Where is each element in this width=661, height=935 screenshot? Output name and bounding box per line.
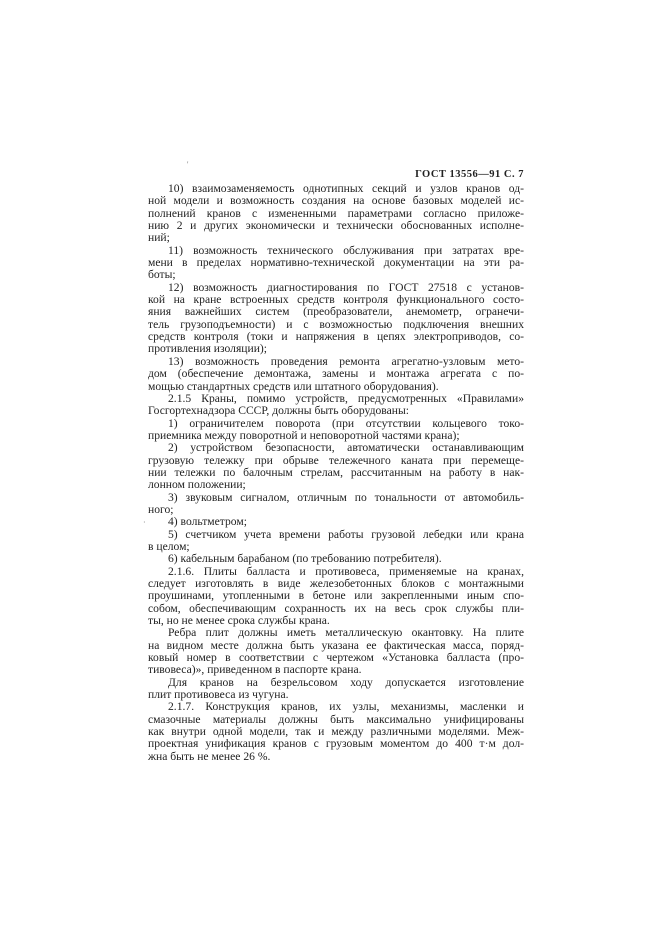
text-line: грузовую тележку при обрыве тележечного каната при перемеще- <box>148 453 524 467</box>
paragraph <box>148 245 524 282</box>
text-line: 12) возможность диагностирования по ГОСТ 27518 с установ- <box>168 280 524 294</box>
text-line: боты; <box>148 268 176 282</box>
paragraph <box>148 553 524 565</box>
text-line: 3) звуковым сигналом, отличным по тональности от автомобиль- <box>168 490 524 504</box>
text-line: ной модели и возможность создания на основе базовых моделей ис- <box>148 194 524 208</box>
text-line: 4) вольтметром; <box>168 515 247 529</box>
text-line: 11) возможность технического обслуживания при затратах вре- <box>168 243 524 257</box>
text-line: следует изготовлять в виде железобетонных блоков с монтажными <box>148 577 524 590</box>
text-line: лонном положении; <box>148 478 246 492</box>
text-line: собом, обеспечивающим сохранность их на весь срок службы пли- <box>148 601 524 615</box>
text-line: 2.1.7. Конструкция кранов, их узлы, механизмы, масленки и <box>168 700 524 714</box>
text-line: проектная унификация кранов с грузовым моментом до 400 т·м дол- <box>148 737 524 751</box>
paragraph <box>148 566 524 628</box>
paragraph <box>148 492 524 517</box>
paragraph <box>148 529 524 554</box>
text-line: 2) устройством безопасности, автоматически останавливающим <box>168 441 524 455</box>
paragraph <box>148 418 524 443</box>
text-line: кой на кране встроенных средств контроля функционального состо- <box>148 293 524 307</box>
text-line: 10) взаимозаменяемость однотипных секций и узлов кранов од- <box>168 182 524 195</box>
text-line: средств контроля (токи и напряжения в цепях электроприводов, со- <box>148 330 524 344</box>
text-line: ний; <box>148 231 170 245</box>
text-line: жна быть не менее 26 %. <box>148 749 271 763</box>
text-line: приемника между поворотной и неповоротной частями крана); <box>148 428 460 442</box>
text-line: плит противовеса из чугуна. <box>148 688 289 702</box>
text-line: на видном месте должна быть указана ее фактическая масса, поряд- <box>148 638 524 652</box>
text-line: дом (обеспечение демонтажа, замены и монтажа агрегата с по- <box>148 367 524 381</box>
text-line: Ребра плит должны иметь металлическую окантовку. На плите <box>168 626 524 640</box>
paragraph <box>148 677 524 702</box>
text-line: полнений кранов с измененными параметрами согласно приложе- <box>148 206 524 220</box>
text-line: ты, но не менее срока службы крана. <box>148 614 330 628</box>
paragraph <box>148 627 524 676</box>
page-header: ГОСТ 13556—91 С. 7 <box>415 169 524 180</box>
text-line: ковый номер в соответствии с чертежом «Установка балласта (про- <box>148 651 524 665</box>
scan-speck: ' <box>187 160 189 169</box>
paragraph <box>148 282 524 356</box>
paragraph <box>148 442 524 491</box>
text-line: 6) кабельным барабаном (по требованию потребителя). <box>168 552 442 566</box>
text-line: 13) возможность проведения ремонта агрегатно-узловым мето- <box>168 354 524 368</box>
text-line: 2.1.5 Краны, помимо устройств, предусмотренных «Правилами» <box>168 391 524 405</box>
text-line: как внутри одной модели, так и между различными моделями. Меж- <box>148 725 524 739</box>
text-line: 5) счетчиком учета времени работы грузовой лебедки или крана <box>168 527 524 541</box>
text-line: яния важнейших систем (преобразователи, анемометр, огранечи- <box>148 305 524 319</box>
paragraph <box>148 393 524 418</box>
text-line: мени в пределах нормативно-технической документации на эти ра- <box>148 256 524 270</box>
paragraph <box>148 701 524 763</box>
text-line: 2.1.6. Плиты балласта и противовеса, применяемые на кранах, <box>168 564 524 578</box>
text-line: Госгортехнадзора СССР, должны быть оборудованы: <box>148 404 409 418</box>
text-line: тель грузоподъемности) и с возможностью подключения внешних <box>148 317 524 331</box>
paragraph <box>148 516 524 528</box>
text-line: противления изоляции); <box>148 342 267 356</box>
document-body <box>148 183 524 763</box>
text-line: нии тележки по балочным стрелам, рассчитанным на работу в нак- <box>148 465 524 479</box>
text-line: в целом; <box>148 539 190 553</box>
text-line: смазочные материалы должны быть максимально унифицированы <box>148 712 524 726</box>
text-line: тивовеса)», приведенном в паспорте крана. <box>148 663 362 677</box>
scan-speck: · <box>143 518 146 527</box>
paragraph <box>148 356 524 393</box>
text-line: проушинами, утопленными в бетоне или закрепленными иным спо- <box>148 589 524 603</box>
paragraph <box>148 183 524 245</box>
text-line: Для кранов на безрельсовом ходу допускается изготовление <box>168 675 524 689</box>
text-line: мощью стандартных средств или штатного оборудования). <box>148 379 439 393</box>
text-line: 1) ограничителем поворота (при отсутствии кольцевого токо- <box>168 416 524 430</box>
text-line: нию 2 и других экономически и технически обоснованных исполне- <box>148 219 524 233</box>
text-line: ного; <box>148 502 174 516</box>
